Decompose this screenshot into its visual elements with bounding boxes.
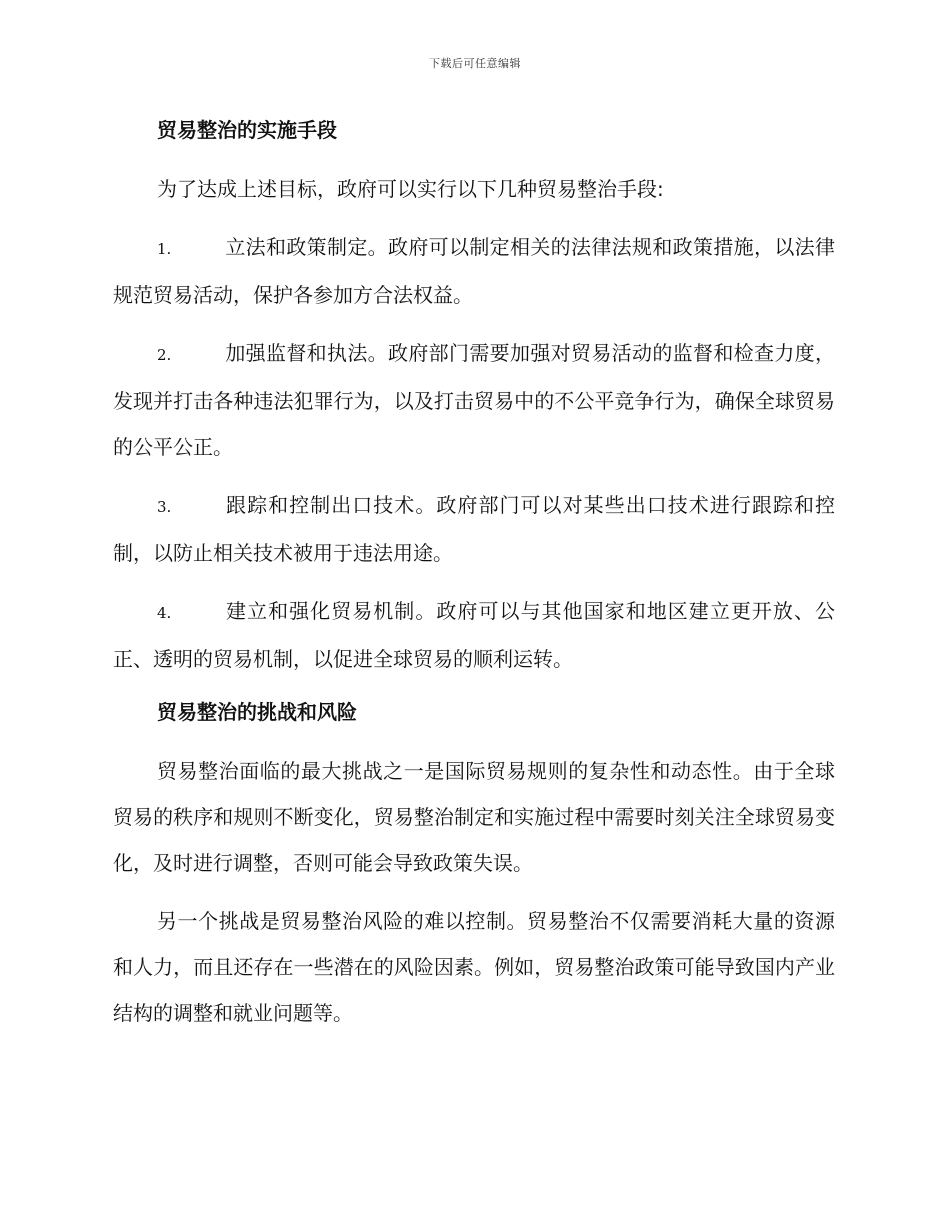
- section-title-implementation: 贸易整治的实施手段: [157, 118, 337, 142]
- document-body: [113, 112, 835, 1048]
- list-item-text: 加强监督和执法。政府部门需要加强对贸易活动的监督和检查力度，发现并打击各种违法犯罪行为，以及打击贸易中的不公平竞争行为，确保全球贸易的公平公正。: [113, 341, 835, 459]
- list-item: [113, 482, 835, 576]
- list-item-number: 3.: [157, 498, 172, 516]
- section-title-challenges: 贸易整治的挑战和风险: [157, 700, 357, 724]
- list-item: [113, 224, 835, 318]
- body-paragraph: 另一个挑战是贸易整治风险的难以控制。贸易整治不仅需要消耗大量的资源和人力，而且还存在一些潜在的风险因素。例如，贸易整治政策可能导致国内产业结构的调整和就业问题等。: [113, 909, 835, 1025]
- list-item-text: 立法和政策制定。政府可以制定相关的法律法规和政策措施，以法律规范贸易活动，保护各参加方合法权益。: [113, 235, 835, 307]
- header-note: 下载后可任意编辑: [429, 57, 521, 70]
- intro-paragraph: 为了达成上述目标，政府可以实行以下几种贸易整治手段:: [157, 177, 664, 201]
- list-item-number: 4.: [157, 604, 172, 622]
- list-item-text: 跟踪和控制出口技术。政府部门可以对某些出口技术进行跟踪和控制，以防止相关技术被用于违法用途。: [113, 493, 835, 565]
- list-item: [113, 588, 835, 682]
- list-item-text: 建立和强化贸易机制。政府可以与其他国家和地区建立更开放、公正、透明的贸易机制，以促进全球贸易的顺利运转。: [113, 599, 835, 671]
- list-item-number: 1.: [157, 240, 172, 258]
- list-item: [113, 330, 835, 470]
- list-item-number: 2.: [157, 346, 172, 364]
- body-paragraph: 贸易整治面临的最大挑战之一是国际贸易规则的复杂性和动态性。由于全球贸易的秩序和规则不断变化，贸易整治制定和实施过程中需要时刻关注全球贸易变化，及时进行调整，否则可能会导致政策失误。: [113, 759, 835, 875]
